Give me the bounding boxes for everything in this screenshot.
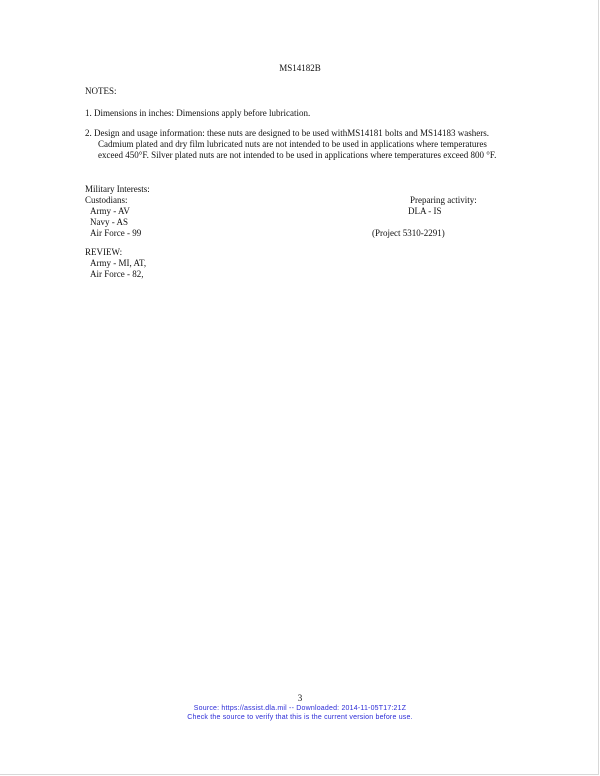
review-air-force: Air Force - 82, [90,269,144,279]
project-number: (Project 5310-2291) [372,228,445,238]
review-heading: REVIEW: [85,247,123,257]
note-2-line-1: 2. Design and usage information: these nuts are designed to be used withMS14181 bolts and MS14183 washers. [85,128,489,138]
note-1: 1. Dimensions in inches: Dimensions apply before lubrication. [85,108,311,118]
page-number: 3 [297,693,303,703]
custodian-air-force: Air Force - 99 [90,228,142,238]
review-army: Army - MI, AT, [90,258,147,268]
preparing-activity-heading: Preparing activity: [410,195,477,205]
verify-notice: Check the source to verify that this is the current version before use. [187,714,413,721]
document-id: MS14182B [279,63,321,73]
military-interests-heading: Military Interests: [85,184,150,194]
custodians-heading: Custodians: [85,195,128,205]
custodian-army: Army - AV [90,206,130,216]
custodian-navy: Navy - AS [90,217,128,227]
note-2-line-3: exceed 450°F. Silver plated nuts are not intended to be used in applications where temperatures exceed 800 °F. [98,150,497,160]
notes-heading: NOTES: [85,86,117,96]
preparing-activity: DLA - IS [408,206,442,216]
note-2-line-2: Cadmium plated and dry film lubricated nuts are not intended to be used in applications where temperatures [98,139,487,149]
source-line: Source: https://assist.dla.mil -- Downloaded: 2014-11-05T17:21Z [193,705,407,712]
